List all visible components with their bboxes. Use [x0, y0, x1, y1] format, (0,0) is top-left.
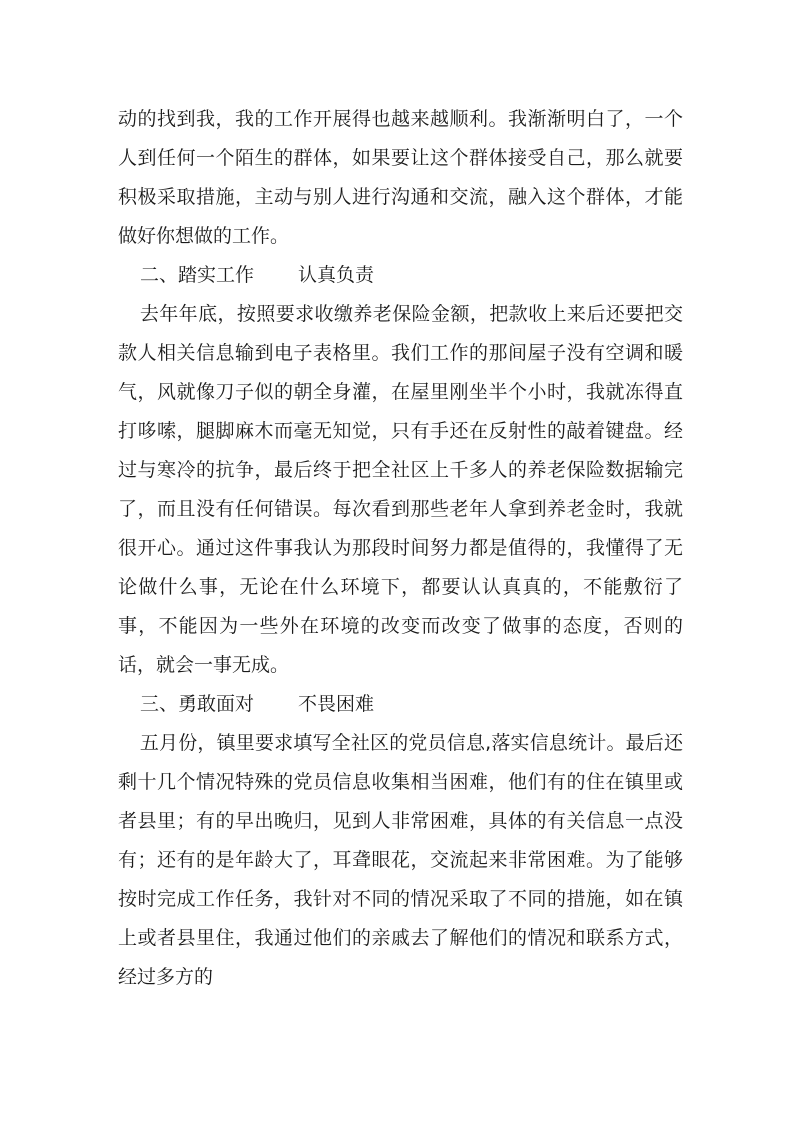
paragraph-section-2: 去年年底，按照要求收缴养老保险金额，把款收上来后还要把交款人相关信息输到电子表格里。我们工作的那间屋子没有空调和暖气，风就像刀子似的朝全身灌，在屋里刚坐半个小时，我就冻得直打哆嗦，腿脚麻木而毫无知觉，只有手还在反射性的敲着键盘。经过与寒冷的抗争，最后终于把全社区上千多人的养老保险数据输完了，而且没有任何错误。每次看到那些老年人拿到养老金时，我就很开心。通过这件事我认为那段时间努力都是值得的，我懂得了无论做什么事，无论在什么环境下，都要认认真真的，不能敷衍了事，不能因为一些外在环境的改变而改变了做事的态度，否则的话，就会一事无成。	[118, 303, 683, 676]
paragraph-continuation: 动的找到我，我的工作开展得也越来越顺利。我渐渐明白了，一个人到任何一个陌生的群体，如果要让这个群体接受自己，那么就要积极采取措施，主动与别人进行沟通和交流，融入这个群体，才能做好你想做的工作。	[118, 108, 683, 247]
section-heading-3	[118, 685, 683, 724]
section-heading-2	[118, 256, 683, 295]
document-body	[118, 100, 683, 997]
section-heading-2-title: 认真负责	[298, 264, 375, 286]
paragraph-section-3: 五月份，镇里要求填写全社区的党员信息,落实信息统计。最后还剩十几个情况特殊的党员信息收集相当困难，他们有的住在镇里或者县里；有的早出晚归，见到人非常困难，具体的有关信息一点没有；还有的是年龄大了，耳聋眼花，交流起来非常困难。为了能够按时完成工作任务，我针对不同的情况采取了不同的措施，如在镇上或者县里住，我通过他们的亲戚去了解他们的情况和联系方式，经过多方的	[118, 732, 683, 988]
section-heading-2-number: 二、踏实工作	[140, 264, 255, 286]
section-heading-3-number: 三、勇敢面对	[140, 693, 255, 715]
section-heading-3-title: 不畏困难	[298, 693, 375, 715]
